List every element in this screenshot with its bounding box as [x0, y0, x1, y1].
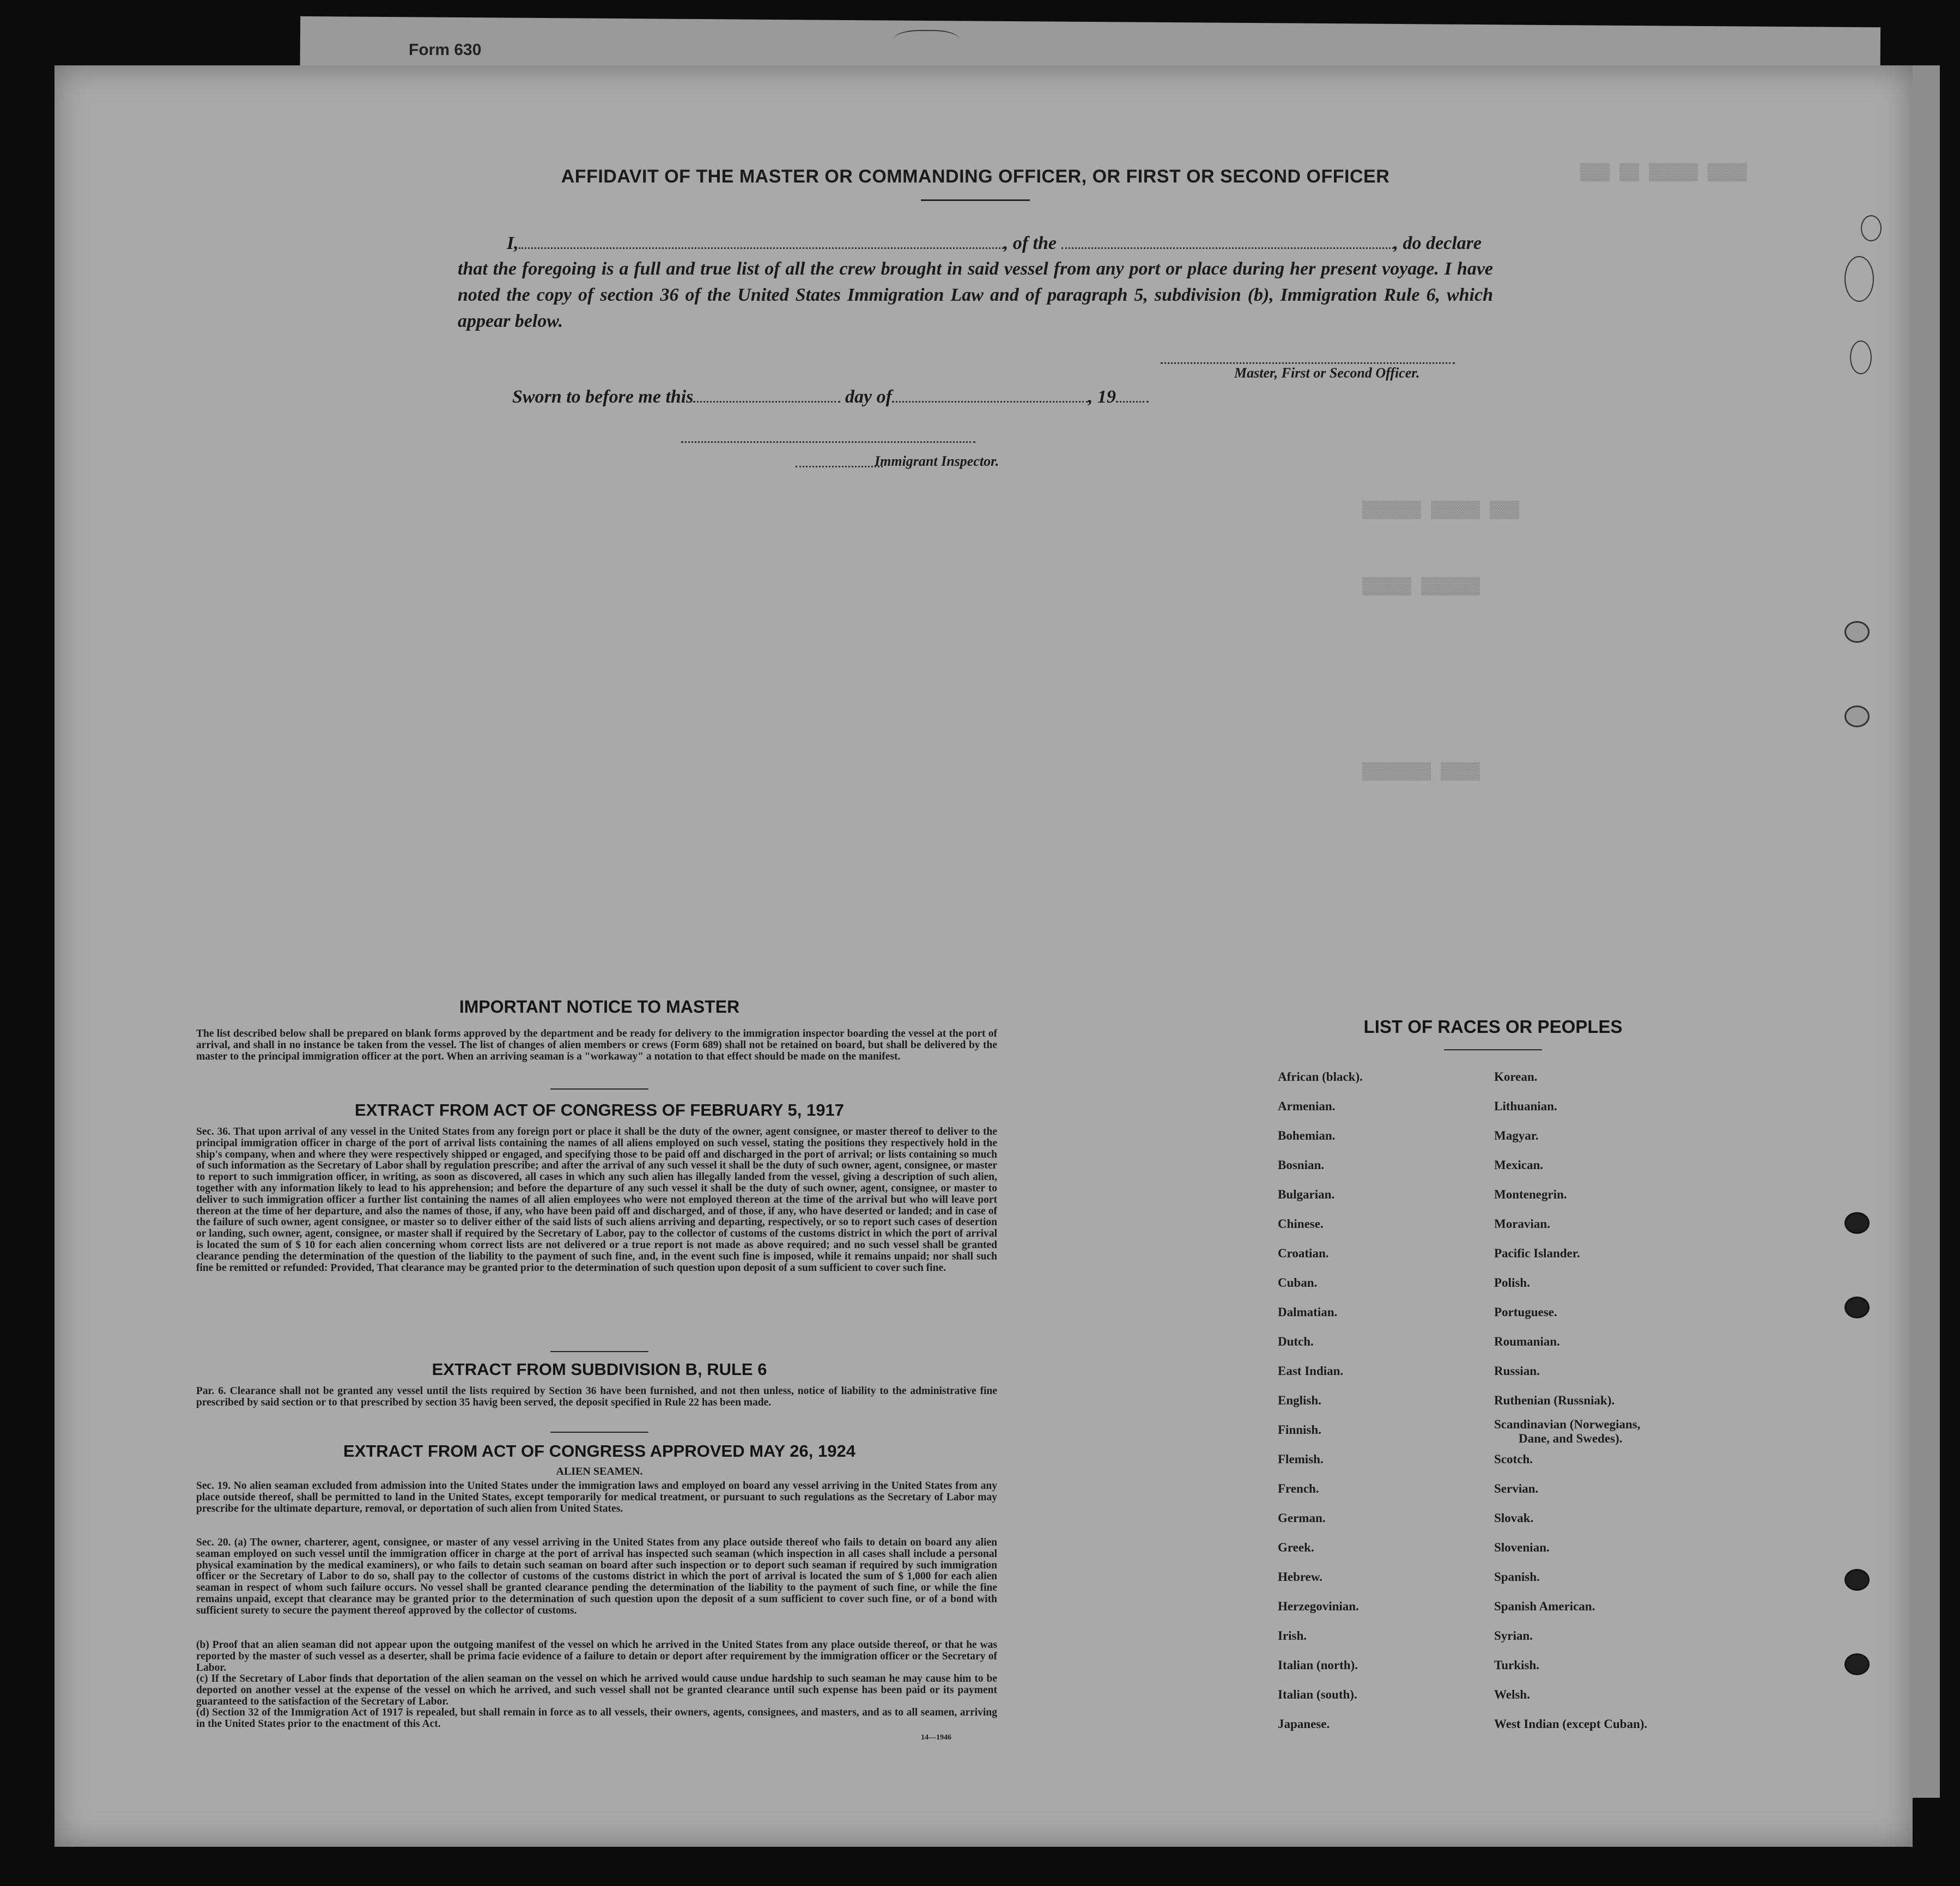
sworn-line — [512, 387, 1149, 407]
sworn-year-label: , 19 — [1088, 387, 1116, 407]
notice-divider — [550, 1088, 648, 1090]
extract-1924-subtitle: ALIEN SEAMEN. — [556, 1465, 643, 1477]
handwritten-mark — [1861, 215, 1882, 241]
extract-1924-sec20d: (d) Section 32 of the Immigration Act of 1917 is repealed, but shall remain in force as to all vessels, their owners, agents, consignees, and masters, and as to all seamen, arriving in the United States prior to the enactment of this Act. — [196, 1707, 997, 1730]
name-field[interactable] — [519, 247, 1004, 249]
race-item: Bohemian. — [1278, 1129, 1336, 1142]
race-item: Greek. — [1278, 1541, 1314, 1554]
race-item: Italian (north). — [1278, 1658, 1358, 1672]
race-item: Lithuanian. — [1494, 1099, 1557, 1113]
race-item: Pacific Islander. — [1494, 1246, 1580, 1260]
race-item: Armenian. — [1278, 1099, 1336, 1113]
declaration-start: I, — [507, 233, 519, 253]
binder-hole — [1844, 1297, 1870, 1318]
sworn-month-field[interactable] — [892, 401, 1088, 403]
extract-1917-text: Sec. 36. That upon arrival of any vessel in the United States from any foreign port or place it shall be the duty of the owner, agent consignee, or master thereof to deliver to the principal immigration officer in charge of the port of arrival lists containing the names of all aliens employed on such vessel, stating the positions they respectively hold in the ship's company, when and where they were respectively shipped or engaged, and specifying those to be paid off and discharged in the port of arrival; or lists containing so much of such information as the Secretary of Labor shall by regulation prescribe; and after the arrival of any such vessel it shall be the duty of such owner, agent, consignee, or master to report to such immigration officer, in writing, as soon as discovered, all cases in which any such alien has illegally landed from the vessel, giving a description of such alien, together with any information likely to lead to his apprehension; and before the departure of any such vessel it shall be the duty of such owner, agent, consignee, or master to deliver to such immigration officer a further list containing the names of all alien employees who were not employed thereon at the time of the arrival but who will leave port thereon at the time of her departure, and also the names of those, if any, who have been paid off and discharged, and of those, if any, who have deserted or landed; and in case of the failure of such owner, agent consignee, or master so to deliver either of the said lists of such aliens arriving and departing, respectively, or so to report such cases of desertion or landing, such owner, agent, consignee, or master shall if required by the Secretary of Labor, pay to the collector of customs of the customs district in which the port of arrival is located the sum of $ 10 for each alien concerning whom correct lists are not delivered or a true report is not made as above required; and no such vessel shall be granted clearance pending the determination of the question of the liability to the payment of such fine, and, in the event such fine is imposed, while it remains unpaid; nor shall such fine be remitted or refunded: Provided, That clearance may be granted prior to the determination of such question upon deposit of a sum sufficient to cover such fine. — [196, 1126, 997, 1274]
sworn-day-field[interactable] — [693, 401, 840, 403]
race-item: Japanese. — [1278, 1717, 1330, 1731]
race-item: Chinese. — [1278, 1217, 1324, 1231]
notice-text: The list described below shall be prepared on blank forms approved by the department and be ready for delivery to the immigration inspector boarding the vessel at the port of arrival, and shall in no instance be taken from the vessel. The list of changes of alien members or crews (Form 689) shall not be retained on board, but shall be delivered by the master to the principal immigration officer at the port. When an arriving seaman is a "workaway" a notation to that effect should be made on the manifest. — [196, 1028, 997, 1062]
title-underline — [921, 199, 1030, 201]
race-item: Bulgarian. — [1278, 1188, 1335, 1201]
extract-1924-sec20b: (b) Proof that an alien seaman did not appear upon the outgoing manifest of the vessel on which he arrived in the United States from any place outside thereof, or that he was reported by the master of such vessel as a deserter, shall be prima facie evidence of a failure to detain or deport after requirement by the immigration officer or the Secretary of Labor. — [196, 1639, 997, 1674]
race-item: Croatian. — [1278, 1246, 1329, 1260]
race-item: Servian. — [1494, 1482, 1539, 1495]
inspector-signature-line-1[interactable] — [681, 441, 975, 443]
race-item: Welsh. — [1494, 1688, 1530, 1701]
race-item: Irish. — [1278, 1629, 1307, 1642]
affidavit-title: AFFIDAVIT OF THE MASTER OR COMMANDING OFFICER, OR FIRST OR SECOND OFFICER — [561, 166, 1390, 187]
extract-1924-title: EXTRACT FROM ACT OF CONGRESS APPROVED MAY 26, 1924 — [343, 1441, 855, 1461]
declaration-mid: , of the — [1003, 233, 1057, 253]
extract-rule6-text: Par. 6. Clearance shall not be granted any vessel until the lists required by Section 36 have been furnished, and not then unless, notice of liability to the administrative fine prescribed by said section or to that prescribed by section 35 havig been served, the deposit specified in Rule 22 has been made. — [196, 1385, 997, 1408]
races-title-underline — [1444, 1049, 1542, 1050]
binder-hole — [1844, 1212, 1870, 1234]
form-number: Form 630 — [409, 41, 482, 59]
race-item: Spanish American. — [1494, 1599, 1595, 1613]
handwritten-mark — [1844, 256, 1874, 302]
races-title: LIST OF RACES OR PEOPLES — [1363, 1017, 1623, 1037]
race-item: Dutch. — [1278, 1335, 1314, 1348]
race-item: Syrian. — [1494, 1629, 1533, 1642]
vessel-field[interactable] — [1061, 247, 1394, 249]
sworn-day-label: day of — [845, 387, 892, 407]
race-item: Flemish. — [1278, 1452, 1324, 1466]
binder-hole — [1844, 1653, 1870, 1675]
race-item: East Indian. — [1278, 1364, 1344, 1378]
print-code: 14—1946 — [921, 1733, 951, 1742]
race-item: Korean. — [1494, 1070, 1538, 1084]
race-item: Roumanian. — [1494, 1335, 1560, 1348]
handwritten-mark — [1850, 340, 1872, 374]
bleed-through-mark: ▓▓▓ ▓▓ ▓▓▓▓▓ ▓▓▓▓ — [1580, 163, 1747, 182]
sworn-prefix: Sworn to before me this — [512, 387, 694, 407]
notice-title: IMPORTANT NOTICE TO MASTER — [459, 997, 740, 1017]
master-signature-label: Master, First or Second Officer. — [1234, 365, 1420, 381]
race-item: Hebrew. — [1278, 1570, 1322, 1584]
race-item: Ruthenian (Russniak). — [1494, 1394, 1615, 1407]
binder-hole — [1844, 705, 1870, 727]
race-item: Dalmatian. — [1278, 1305, 1338, 1319]
race-item: West Indian (except Cuban). — [1494, 1717, 1648, 1731]
race-item: African (black). — [1278, 1070, 1363, 1084]
bleed-through-mark: ▓▓▓▓▓ ▓▓▓▓▓▓ — [1362, 577, 1480, 596]
extract-1924-sec20a: Sec. 20. (a) The owner, charterer, agent, consignee, or master of any vessel arriving in the United States from any place outside thereof who fails to detain on board any alien seaman employed on such vessel until the immigration officer in charge at the port of arrival has inspected such seaman (which inspection in all cases shall include a personal physical examination by the medical examiners), or who fails to detain such seaman on board after such inspection or to deport such seaman if required by such immigration officer or the Secretary of Labor to do so, shall pay to the collector of customs of the customs district in which the port of arrival is located the sum of $ 1,000 for each alien seaman in respect of whom such failure occurs. No vessel shall be granted clearance pending the determination of the liability to the payment of such fine, or while the fine remains unpaid, except that clearance may be granted prior to the determination of such question upon the deposit of a sum sufficient to cover such fine, or of a bond with sufficient surety to secure the payment thereof approved by the collector of customs. — [196, 1537, 997, 1616]
race-item: Bosnian. — [1278, 1158, 1325, 1172]
race-item: Turkish. — [1494, 1658, 1539, 1672]
binder-hole — [1844, 1569, 1870, 1591]
race-item: Scandinavian (Norwegians, — [1494, 1417, 1641, 1431]
race-item: Spanish. — [1494, 1570, 1540, 1584]
race-item: Polish. — [1494, 1276, 1530, 1289]
race-item: Scotch. — [1494, 1452, 1533, 1466]
race-item: Herzegovinian. — [1278, 1599, 1359, 1613]
bleed-through-mark: ▓▓▓▓▓▓▓ ▓▓▓▓ — [1362, 763, 1480, 781]
extract-rule6-title: EXTRACT FROM SUBDIVISION B, RULE 6 — [432, 1360, 767, 1379]
extract-1924-sec20c: (c) If the Secretary of Labor finds that deportation of the alien seaman on the vessel on which he arrived would cause undue hardship to such seaman he may cause him to be deported on another vessel at the expense of the vessel on which he arrived, and such vessel shall not be granted clearance until such expense has been paid or its payment guaranteed to the satisfaction of the Secretary of Labor. — [196, 1673, 997, 1707]
race-item: English. — [1278, 1394, 1321, 1407]
race-item: Magyar. — [1494, 1129, 1539, 1142]
declaration-end: , do declare — [1393, 233, 1482, 253]
race-item: Dane, and Swedes). — [1519, 1432, 1623, 1445]
extract-1917-title: EXTRACT FROM ACT OF CONGRESS OF FEBRUARY 5, 1917 — [355, 1100, 844, 1120]
race-item: Montenegrin. — [1494, 1188, 1567, 1201]
extract-rule6-divider — [550, 1432, 648, 1433]
sworn-year-field[interactable] — [1116, 401, 1149, 403]
race-item: Russian. — [1494, 1364, 1540, 1378]
extract-1917-divider — [550, 1351, 648, 1352]
race-item: Finnish. — [1278, 1423, 1321, 1437]
race-item: Portuguese. — [1494, 1305, 1557, 1319]
affidavit-body: that the foregoing is a full and true list of all the crew brought in said vessel from any port or place during her present voyage. I have noted the copy of section 36 of the United States Immigration Law and of paragraph 5, subdivision (b), Immigration Rule 6, which appear below. — [458, 259, 1493, 331]
inspector-signature-line-2[interactable] — [796, 466, 883, 467]
declaration-line — [507, 233, 1482, 254]
race-item: Cuban. — [1278, 1276, 1318, 1289]
binder-hole — [1844, 621, 1870, 643]
race-item: Slovak. — [1494, 1511, 1534, 1525]
handwritten-mark — [894, 30, 959, 53]
race-item: Italian (south). — [1278, 1688, 1357, 1701]
inspector-signature-label: Immigrant Inspector. — [875, 453, 999, 469]
bleed-through-mark: ▓▓▓▓▓▓ ▓▓▓▓▓ ▓▓▓ — [1362, 501, 1520, 520]
race-item: German. — [1278, 1511, 1326, 1525]
race-item: Slovenian. — [1494, 1541, 1550, 1554]
extract-1924-sec19: Sec. 19. No alien seaman excluded from admission into the United States under the immigration laws and employed on board any vessel arriving in the United States from any place outside thereof, shall be permitted to land in the United States, except temporarily for medical treatment, or pursuant to such regulations as the Secretary of Labor may prescribe for the ultimate departure, removal, or deportation of such alien from United States. — [196, 1480, 997, 1514]
master-signature-line[interactable] — [1161, 362, 1455, 364]
race-item: French. — [1278, 1482, 1319, 1495]
race-item: Moravian. — [1494, 1217, 1550, 1231]
race-item: Mexican. — [1494, 1158, 1544, 1172]
